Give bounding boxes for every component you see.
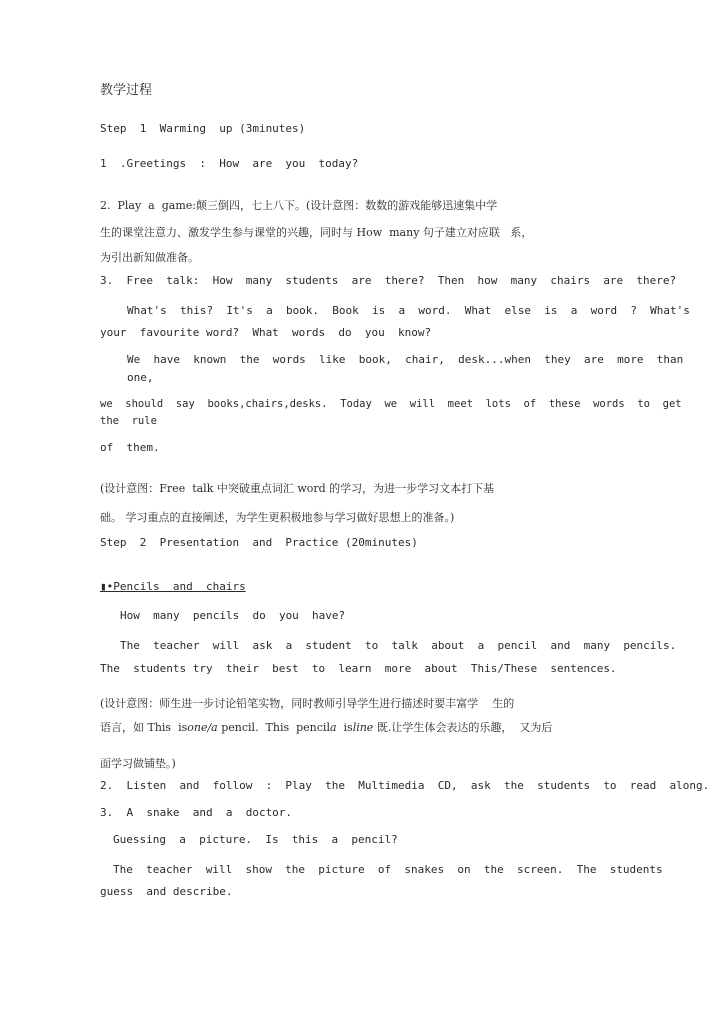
item-game-line1: 2. Play a game:颠三倒四，七上八下。(设计意图：数数的游戏能够迅速集中学 <box>100 199 498 212</box>
design-note2-line2: 础。 学习重点的直接阐述，为学生更积极地参与学习做好思想上的准备。) <box>100 511 455 524</box>
item-listen-follow: 2. Listen and follow : Play the Multimedia CD, ask the students to read along. <box>100 779 710 792</box>
step2-heading: Step 2 Presentation and Practice (20minutes) <box>100 536 418 549</box>
design-note3-line1: (设计意图：师生进一步讨论铅笔实物，同时教师引导学生进行描述时要丰富学 生的 <box>100 697 515 710</box>
free-talk-line1: 3. Free talk: How many students are there? Then how many chairs are there? <box>100 274 677 287</box>
item-greetings: 1 .Greetings : How are you today? <box>100 157 359 170</box>
free-talk-line7: the rule <box>100 415 157 427</box>
free-talk-line2: What's this? It's a book. Book is a word. What else is a word ? What's <box>127 304 690 317</box>
step1-heading: Step 1 Warming up (3minutes) <box>100 122 306 135</box>
free-talk-line6: we should say books,chairs,desks. Today we will meet lots of these words to get <box>100 398 682 410</box>
pencil-para-line2: The students try their best to learn more about This/These sentences. <box>100 662 617 675</box>
design-note2-line1: (设计意图：Free talk 中突破重点词汇 word 的学习，为进一步学习文本打下基 <box>100 482 495 495</box>
question-pencils: How many pencils do you have? <box>120 609 346 622</box>
free-talk-line5: one, <box>127 371 154 384</box>
item-game-line2: 生的课堂注意力、激发学生参与课堂的兴趣，同时与 How many 句子建立对应联 系， <box>100 226 533 239</box>
design-note3-line2: 语言，如 This isone/a pencil. This pencila isline 既.让学生体会表达的乐趣， 又为后 <box>100 721 553 734</box>
subsection-pencils: ▮•Pencils and chairs <box>100 580 246 593</box>
item-game-line3: 为引出新知做准备。 <box>100 251 199 264</box>
snake-para-line2: guess and describe. <box>100 885 233 898</box>
free-talk-line3: your favourite word? What words do you know? <box>100 326 432 339</box>
design-note3-line3: 面学习做铺垫。) <box>100 757 176 770</box>
free-talk-line4: We have known the words like book, chair, desk...when they are more than <box>127 353 684 366</box>
item-snake-doctor: 3. A snake and a doctor. <box>100 806 293 819</box>
snake-para-line1: The teacher will show the picture of snakes on the screen. The students <box>113 863 663 876</box>
free-talk-line8: of them. <box>100 441 160 454</box>
section-heading: 教学过程 <box>100 83 153 98</box>
guessing-line: Guessing a picture. Is this a pencil? <box>113 833 398 846</box>
pencil-para-line1: The teacher will ask a student to talk about a pencil and many pencils. <box>120 639 677 652</box>
